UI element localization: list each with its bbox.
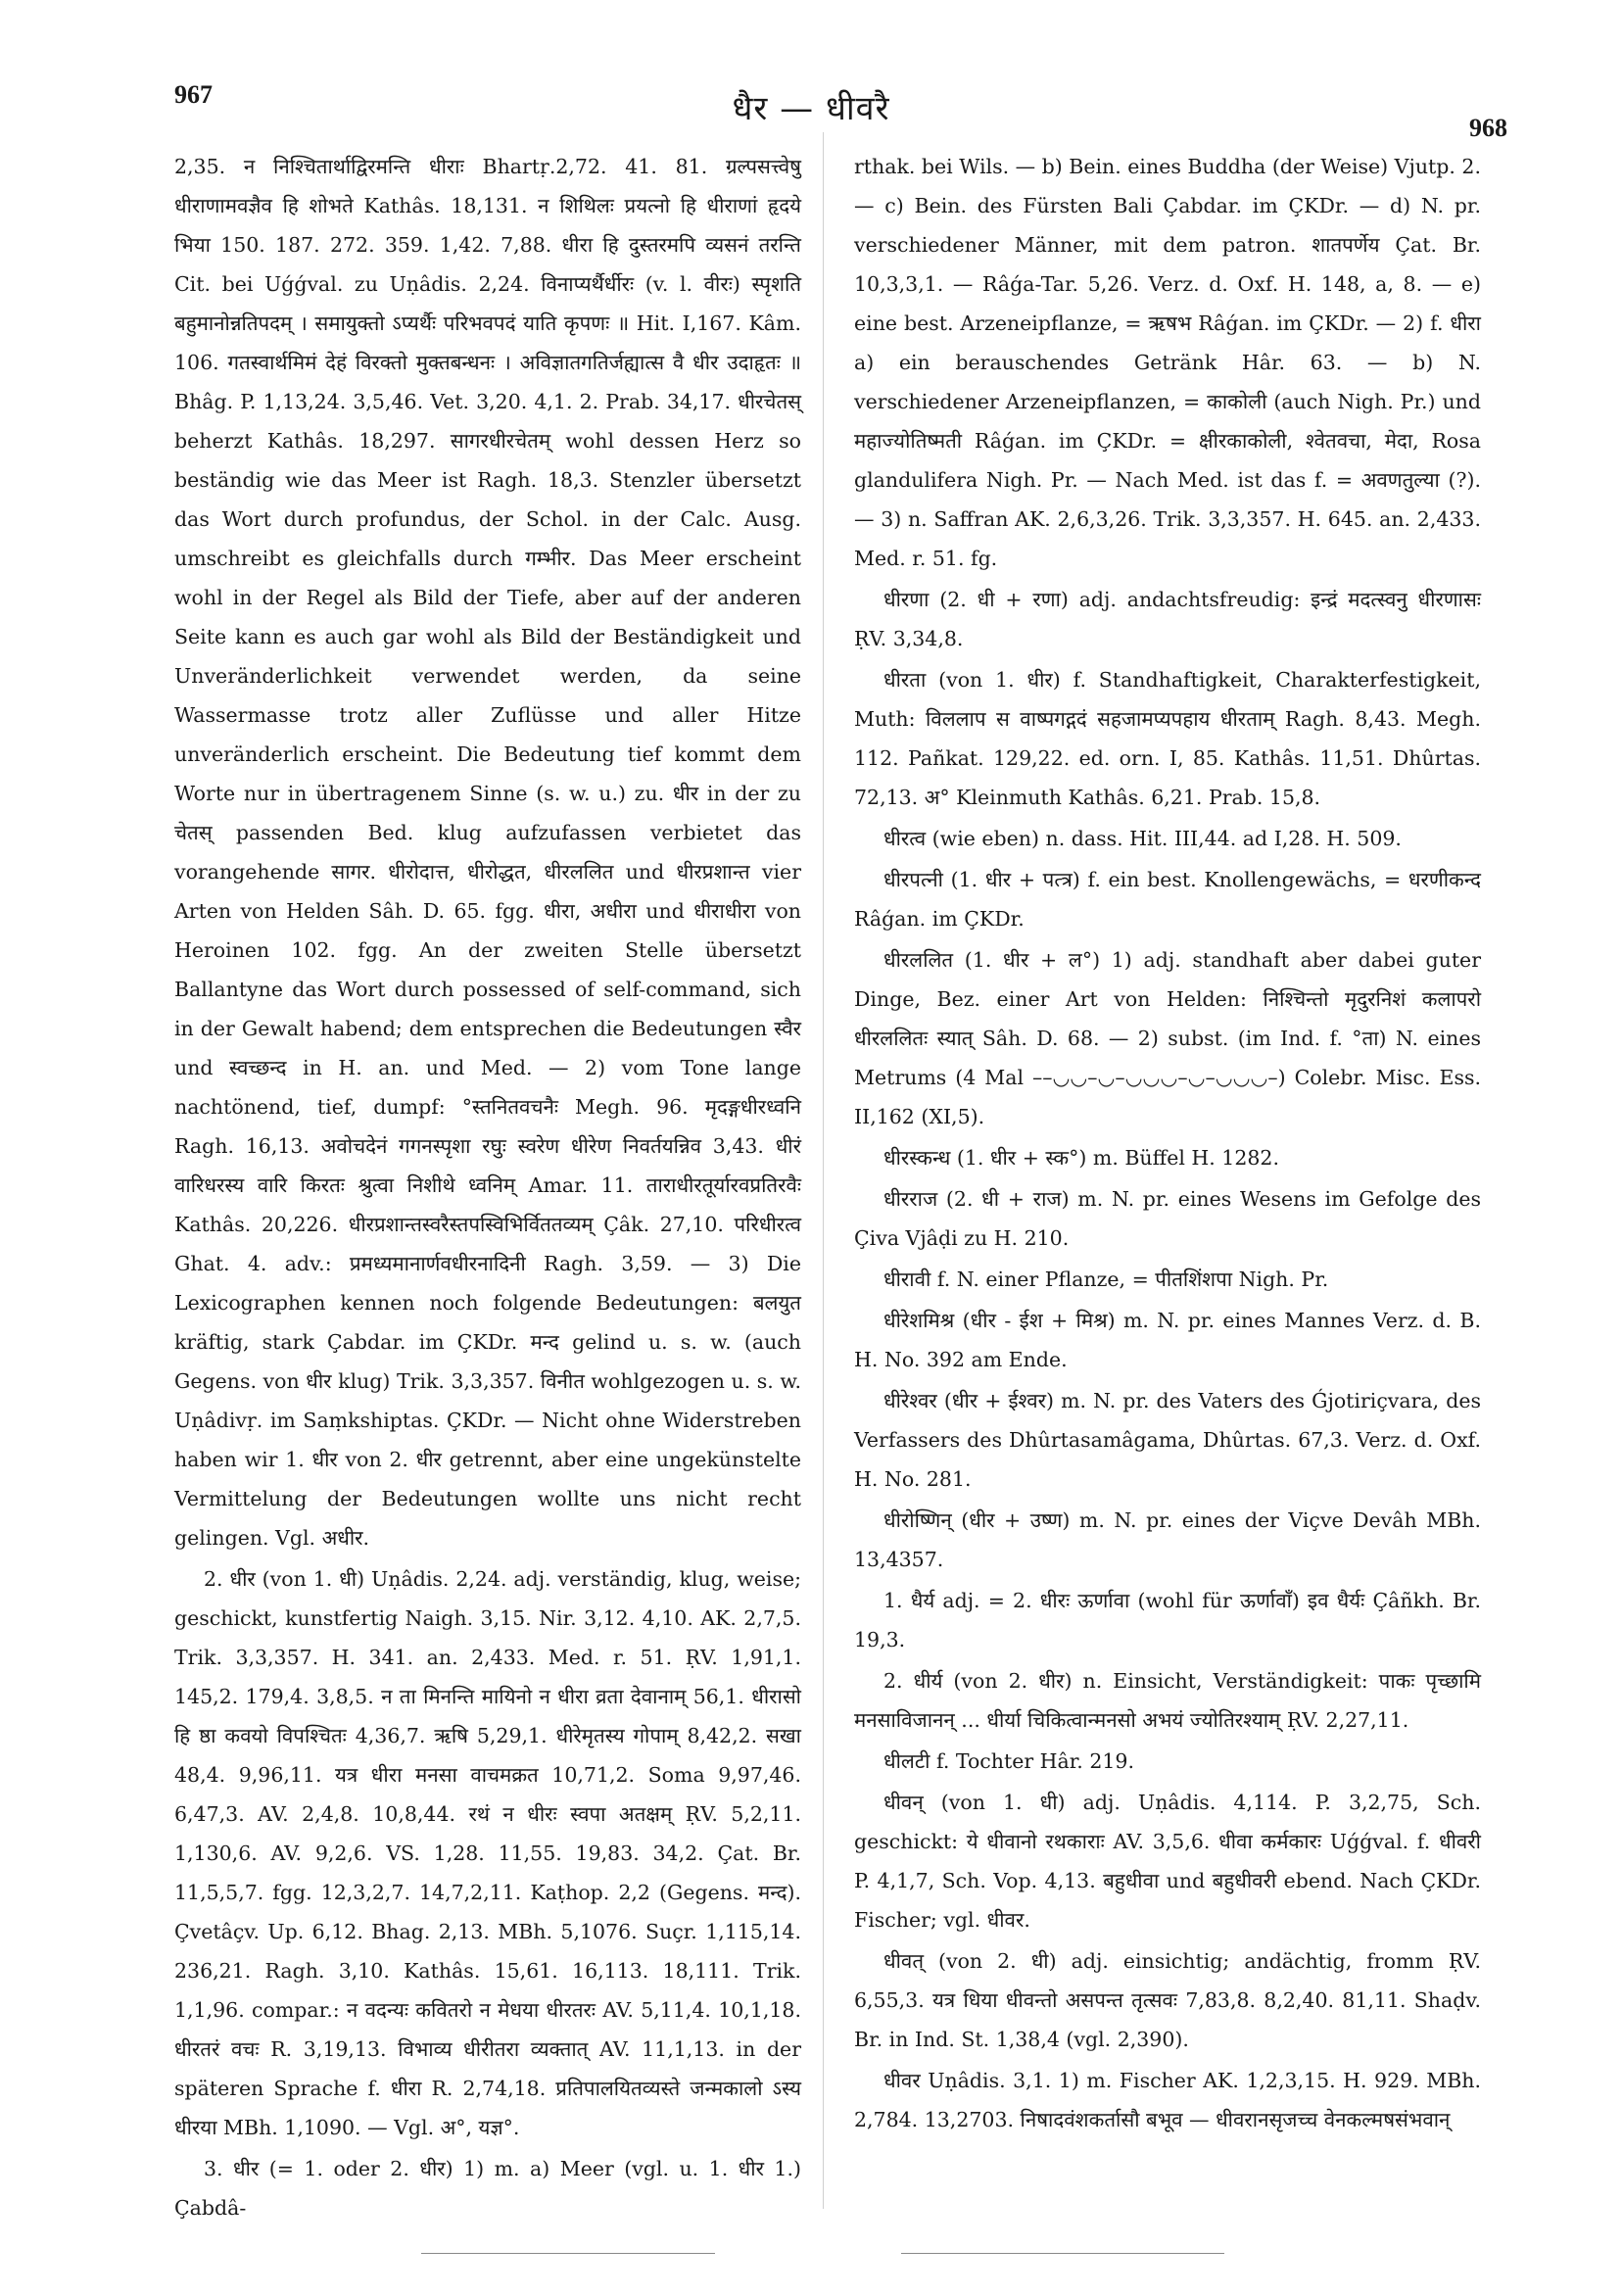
bottom-rule-left — [421, 2253, 715, 2254]
right-column — [854, 147, 1481, 2141]
entry-dhiravi: धीरावी f. N. einer Pflanze, = पीतशिंशपा Nigh. Pr. — [883, 1268, 1329, 1291]
entry-dhirya-2: 2. धीर्य (von 2. धीर) n. Einsicht, Verständigkeit: पाकः पृच्छामि मनसाविजानन् ... धीर्या चिकित्वान्मनसो अभयं ज्योतिरश्याम् ṚV. 2,27,11. — [854, 1669, 1481, 1732]
column-divider — [823, 132, 824, 2209]
entry-dhiraraja: धीरराज (2. धी + राज) m. N. pr. eines Wesens im Gefolge des Çiva Vjâḍi zu H. 210. — [854, 1187, 1481, 1250]
running-head: धैर — धीवरै — [732, 89, 890, 128]
entry-dhireshamishra: धीरेशमिश्र (धीर - ईश + मिश्र) m. N. pr. eines Mannes Verz. d. B. H. No. 392 am Ende. — [854, 1309, 1481, 1371]
entry-dhiraskandha: धीरस्कन्ध (1. धीर + स्क°) m. Büffel H. 1282. — [883, 1146, 1279, 1170]
page-number-left: 967 — [174, 80, 213, 109]
left-column — [174, 147, 801, 2229]
entry-dhivan: धीवन् (von 1. धी) adj. Uṇâdis. 4,114. P. 3,2,75, Sch. geschickt: ये धीवानो रथकाराः AV. 3,5,6. धीवा कर्मकारः Uǵǵval. f. धीवरी P. 4,1,7, Sch. Vop. 4,13. बहुधीवा und बहुधीवरी ebend. Nach ÇKDr. Fischer; vgl. धीवर. — [854, 1791, 1481, 1932]
page-number-right: 968 — [1469, 114, 1507, 142]
entry-dhiroshnin: धीरोष्णिन् (धीर + उष्ण) m. N. pr. eines der Viçve Devâh MBh. 13,4357. — [854, 1508, 1481, 1571]
entry-dhira-3: 3. धीर (= 1. oder 2. धीर) 1) m. a) Meer (vgl. u. 1. धीर 1.) Çabdâ- — [174, 2157, 801, 2220]
entry-dhiratva: धीरत्व (wie eben) n. dass. Hit. III,44. ad I,28. H. 509. — [883, 827, 1402, 850]
entry-dhilati: धीलटी f. Tochter Hâr. 219. — [883, 1749, 1134, 1773]
entry-dhirata: धीरता (von 1. धीर) f. Standhaftigkeit, Charakterfestigkeit, Muth: विललाप स वाष्पगद्गदं सहजामप्यपहाय धीरताम् Ragh. 8,43. Megh. 112. Pañkat. 129,22. ed. orn. I, 85. Kathâs. 11,51. Dhûrtas. 72,13. अ° Kleinmuth Kathâs. 6,21. Prab. 15,8. — [854, 668, 1481, 809]
entry-dhairya-1: 1. धैर्य adj. = 2. धीरः ऊर्णावा (wohl für ऊर्णावाँ) इव धैर्यः Çâñkh. Br. 19,3. — [854, 1589, 1481, 1651]
bottom-rule-right — [901, 2253, 1224, 2254]
entry-dhiralalita: धीरललित (1. धीर + ल°) 1) adj. standhaft aber dabei guter Dinge, Bez. einer Art von Helden: निश्चिन्तो मृदुरनिशं कलापरो धीरललितः स्यात् Sâh. D. 68. — 2) subst. (im Ind. f. °ता) N. eines Metrums (4 Mal ––◡◡–◡–◡◡◡–◡–◡◡◡–) Colebr. Misc. Ess. II,162 (XI,5). — [854, 948, 1481, 1128]
entry-dhira-3-continued: rthak. bei Wils. — b) Bein. eines Buddha (der Weise) Vjutp. 2. — c) Bein. des Fürsten Bali Çabdar. im ÇKDr. — d) N. pr. verschiedener Männer, mit dem patron. शातपर्णेय Çat. Br. 10,3,3,1. — Râǵa-Tar. 5,26. Verz. d. Oxf. H. 148, a, 8. — e) eine best. Arzeneipflanze, = ऋषभ Râǵan. im ÇKDr. — 2) f. धीरा a) ein berauschendes Getränk Hâr. 63. — b) N. verschiedener Arzeneipflanzen, = काकोली (auch Nigh. Pr.) und महाज्योतिष्मती Râǵan. im ÇKDr. = क्षीरकाकोली, श्वेतवचा, मेदा, Rosa glandulifera Nigh. Pr. — Nach Med. ist das f. = अवणतुल्या (?). — 3) n. Saffran AK. 2,6,3,26. Trik. 3,3,357. H. 645. an. 2,433. Med. r. 51. fg. — [854, 155, 1481, 570]
entry-dhira-1-continued: 2,35. न निश्चितार्थाद्विरमन्ति धीराः Bhartṛ.2,72. 41. 81. ग्रल्पसत्त्वेषु धीराणामवज्ञैव हि शोभते Kathâs. 18,131. न शिथिलः प्रयत्नो हि धीराणां हृदये भिया 150. 187. 272. 359. 1,42. 7,88. धीरा हि दुस्तरमपि व्यसनं तरन्ति Cit. bei Uǵǵval. zu Uṇâdis. 2,24. विनाप्यर्थैर्धीरः (v. l. वीरः) स्पृशति बहुमानोन्नतिपदम् । समायुक्तो ऽप्यर्थैः परिभवपदं याति कृपणः ॥ Hit. I,167. Kâm. 106. गतस्वार्थमिमं देहं विरक्तो मुक्तबन्धनः । अविज्ञातगतिर्जह्यात्स वै धीर उदाहृतः ॥ Bhâg. P. 1,13,24. 3,5,46. Vet. 3,20. 4,1. 2. Prab. 34,17. धीरचेतस् beherzt Kathâs. 18,297. सागरधीरचेतम् wohl dessen Herz so beständig wie das Meer ist Ragh. 18,3. Stenzler übersetzt das Wort durch profundus, der Schol. in der Calc. Ausg. umschreibt es gleichfalls durch गम्भीर. Das Meer erscheint wohl in der Regel als Bild der Tiefe, aber auf der anderen Seite kann es auch gar wohl als Bild der Beständigkeit und Unveränderlichkeit verwendet werden, da seine Wassermasse trotz aller Zuflüsse und aller Hitze unveränderlich erscheint. Die Bedeutung tief kommt dem Worte nur in übertragenem Sinne (s. w. u.) zu. धीर in der zu चेतस् passenden Bed. klug aufzufassen verbietet das vorangehende सागर. धीरोदात्त, धीरोद्धत, धीरललित und धीरप्रशान्त vier Arten von Helden Sâh. D. 65. fgg. धीरा, अधीरा und धीराधीरा von Heroinen 102. fgg. An der zweiten Stelle übersetzt Ballantyne das Wort durch possessed of self-command, sich in der Gewalt habend; dem entsprechen die Bedeutungen स्वैर und स्वच्छन्द in H. an. und Med. — 2) vom Tone lange nachtönend, tief, dumpf: °स्तनितवचनैः Megh. 96. मृदङ्गधीरध्वनि Ragh. 16,13. अवोचदेनं गगनस्पृशा रघुः स्वरेण धीरेण निवर्तयन्निव 3,43. धीरं वारिधरस्य वारि किरतः श्रुत्वा निशीथे ध्वनिम् Amar. 11. ताराधीरतूर्यारवप्रतिरवैः Kathâs. 20,226. धीरप्रशान्तस्वरैस्तपस्विभिर्विततव्यम् Çâk. 27,10. परिधीरत्व Ghat. 4. adv.: प्रमध्यमानार्णवधीरनादिनी Ragh. 3,59. — 3) Die Lexicographen kennen noch folgende Bedeutungen: बलयुत kräftig, stark Çabdar. im ÇKDr. मन्द gelind u. s. w. (auch Gegens. von धीर klug) Trik. 3,3,357. विनीत wohlgezogen u. s. w. Uṇâdivṛ. im Saṃkshiptas. ÇKDr. — Nicht ohne Widerstreben haben wir 1. धीर von 2. धीर getrennt, aber eine ungekünstelte Vermittelung der Bedeutungen wollte uns nicht recht gelingen. Vgl. अधीर. — [174, 155, 801, 1550]
entry-dhirana: धीरणा (2. धी + रणा) adj. andachtsfreudig: इन्द्रं मदत्स्वनु धीरणासः ṚV. 3,34,8. — [854, 588, 1481, 650]
entry-dhirapatni: धीरपत्नी (1. धीर + पत्त्र) f. ein best. Knollengewächs, = धरणीकन्द Râǵan. im ÇKDr. — [854, 868, 1481, 931]
entry-dhireshvara: धीरेश्वर (धीर + ईश्वर) m. N. pr. des Vaters des Ǵjotiriçvara, des Verfassers des Dhûrtasamâgama, Dhûrtas. 67,3. Verz. d. Oxf. H. No. 281. — [854, 1389, 1481, 1491]
entry-dhivara: धीवर Uṇâdis. 3,1. 1) m. Fischer AK. 1,2,3,15. H. 929. MBh. 2,784. 13,2703. निषादवंशकर्तासौ बभूव — धीवरानसृजच्च वेनकल्मषसंभवान् — [854, 2069, 1481, 2131]
entry-dhivat: धीवत् (von 2. धी) adj. einsichtig; andächtig, fromm ṚV. 6,55,3. यत्र धिया धीवन्तो असपन्त तृत्सवः 7,83,8. 8,2,40. 81,11. Shaḍv. Br. in Ind. St. 1,38,4 (vgl. 2,390). — [854, 1949, 1481, 2051]
entry-dhira-2: 2. धीर (von 1. धी) Uṇâdis. 2,24. adj. verständig, klug, weise; geschickt, kunstfertig Naigh. 3,15. Nir. 3,12. 4,10. AK. 2,7,5. Trik. 3,3,357. H. 341. an. 2,433. Med. r. 51. ṚV. 1,91,1. 145,2. 179,4. 3,8,5. न ता मिनन्ति मायिनो न धीरा व्रता देवानाम् 56,1. धीरासो हि ष्ठा कवयो विपश्चितः 4,36,7. ऋषि 5,29,1. धीरेमृतस्य गोपाम् 8,42,2. सखा 48,4. 9,96,11. यत्र धीरा मनसा वाचमक्रत 10,71,2. Soma 9,97,46. 6,47,3. AV. 2,4,8. 10,8,44. रथं न धीरः स्वपा अतक्षम् ṚV. 5,2,11. 1,130,6. AV. 9,2,6. VS. 1,28. 11,55. 19,83. 34,2. Çat. Br. 11,5,5,7. fgg. 12,3,2,7. 14,7,2,11. Kaṭhop. 2,2 (Gegens. मन्द). Çvetâçv. Up. 6,12. Bhag. 2,13. MBh. 5,1076. Suçr. 1,115,14. 236,21. Ragh. 3,10. Kathâs. 15,61. 16,113. 18,111. Trik. 1,1,96. compar.: न वदन्यः कवितरो न मेधया धीरतरः AV. 5,11,4. 10,1,18. धीरतरं वचः R. 3,19,13. विभाव्य धीरीतरा व्यक्तात् AV. 11,1,13. in der späteren Sprache f. धीरा R. 2,74,18. प्रतिपालयितव्यस्ते जन्मकालो ऽस्य धीरया MBh. 1,1090. — Vgl. अ°, यज्ञ°. — [174, 1567, 801, 2139]
